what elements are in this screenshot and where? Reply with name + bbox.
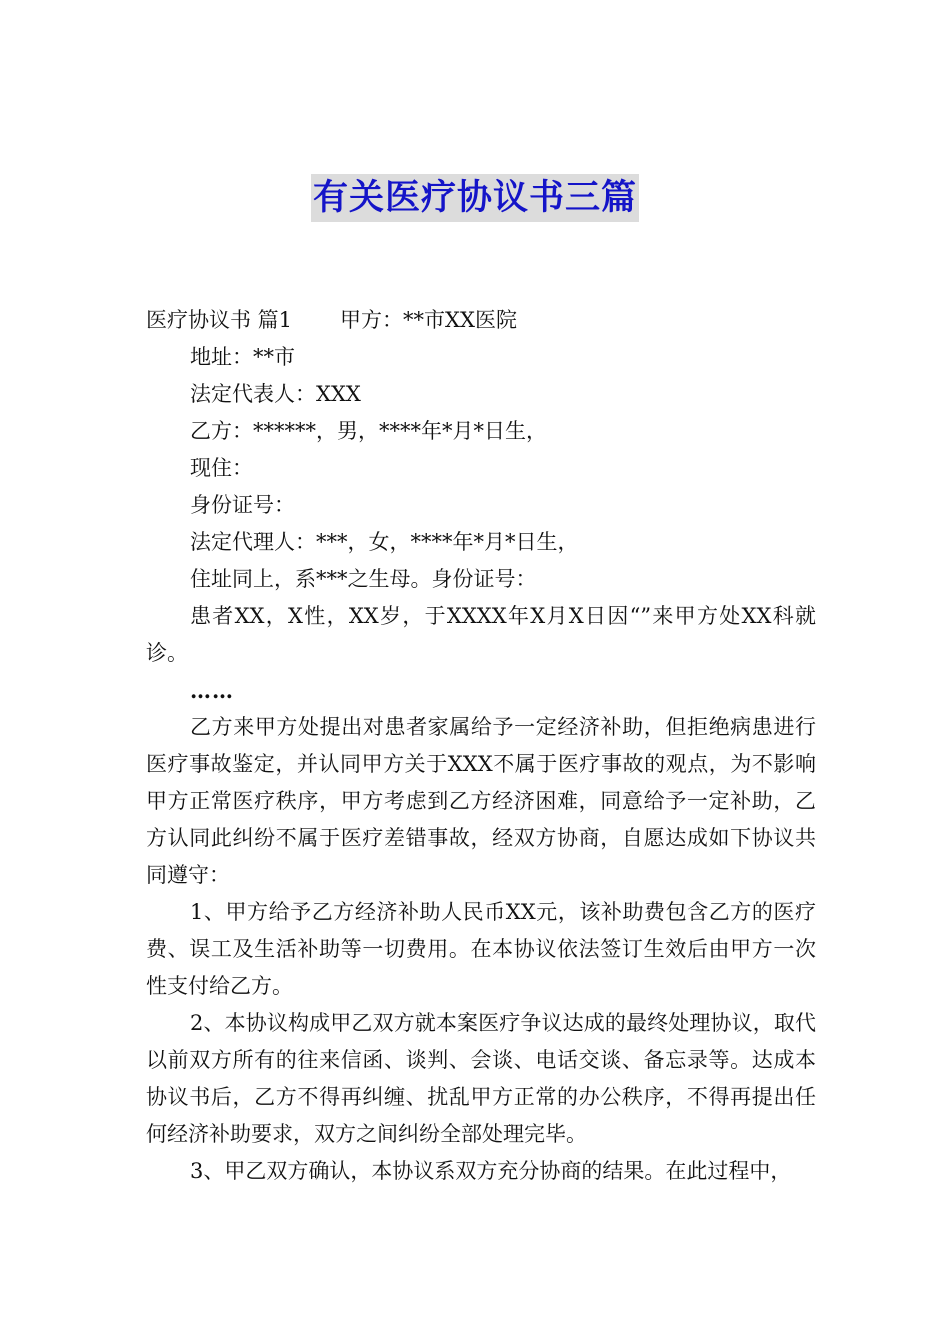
request-paragraph: 乙方来甲方处提出对患者家属给予一定经济补助，但拒绝病患进行医疗事故鉴定，并认同甲方关于XXX不属于医疗事故的观点，为不影响甲方正常医疗秩序，甲方考虑到乙方经济困难，同意给予一定补助，乙方认同此纠纷不属于医疗差错事故，经双方协商，自愿达成如下协议共同遵守：: [146, 715, 816, 887]
clause-2: 2、本协议构成甲乙双方就本案医疗争议达成的最终处理协议，取代以前双方所有的往来信函、谈判、会谈、电话交谈、备忘录等。达成本协议书后，乙方不得再纠缠、扰乱甲方正常的办公秩序，不得再提出任何经济补助要求，双方之间纠纷全部处理完毕。: [146, 1011, 816, 1146]
legal-agent-field: 法定代理人：***，女，****年*月*日生，: [190, 530, 579, 554]
address-field: 地址：**市: [190, 345, 295, 369]
id-number-field: 身份证号：: [190, 493, 295, 517]
current-residence-field: 现住：: [190, 456, 253, 480]
header-line: [146, 302, 816, 339]
agent-address-field: 住址同上，系***之生母。身份证号：: [190, 567, 537, 591]
legal-rep-field: 法定代表人：XXX: [190, 382, 361, 406]
document-body: [146, 302, 816, 1190]
patient-paragraph: 患者XX，X性，XX岁，于XXXX年X月X日因“”来甲方处XX科就诊。: [146, 604, 816, 665]
party-b-field: 乙方：******，男，****年*月*日生，: [190, 419, 547, 443]
ellipsis-text: ……: [190, 678, 234, 703]
document-title: 有关医疗协议书三篇: [311, 174, 639, 222]
doc-label: 医疗协议书 篇1: [146, 308, 293, 332]
clause-3: 3、甲乙双方确认，本协议系双方充分协商的结果。在此过程中，: [190, 1159, 792, 1183]
ellipsis: [146, 672, 816, 709]
title-container: [0, 174, 950, 222]
party-a: 甲方：**市XX医院: [340, 308, 517, 332]
clause-1: 1、甲方给予乙方经济补助人民币XX元，该补助费包含乙方的医疗费、误工及生活补助等一切费用。在本协议依法签订生效后由甲方一次性支付给乙方。: [146, 900, 816, 998]
